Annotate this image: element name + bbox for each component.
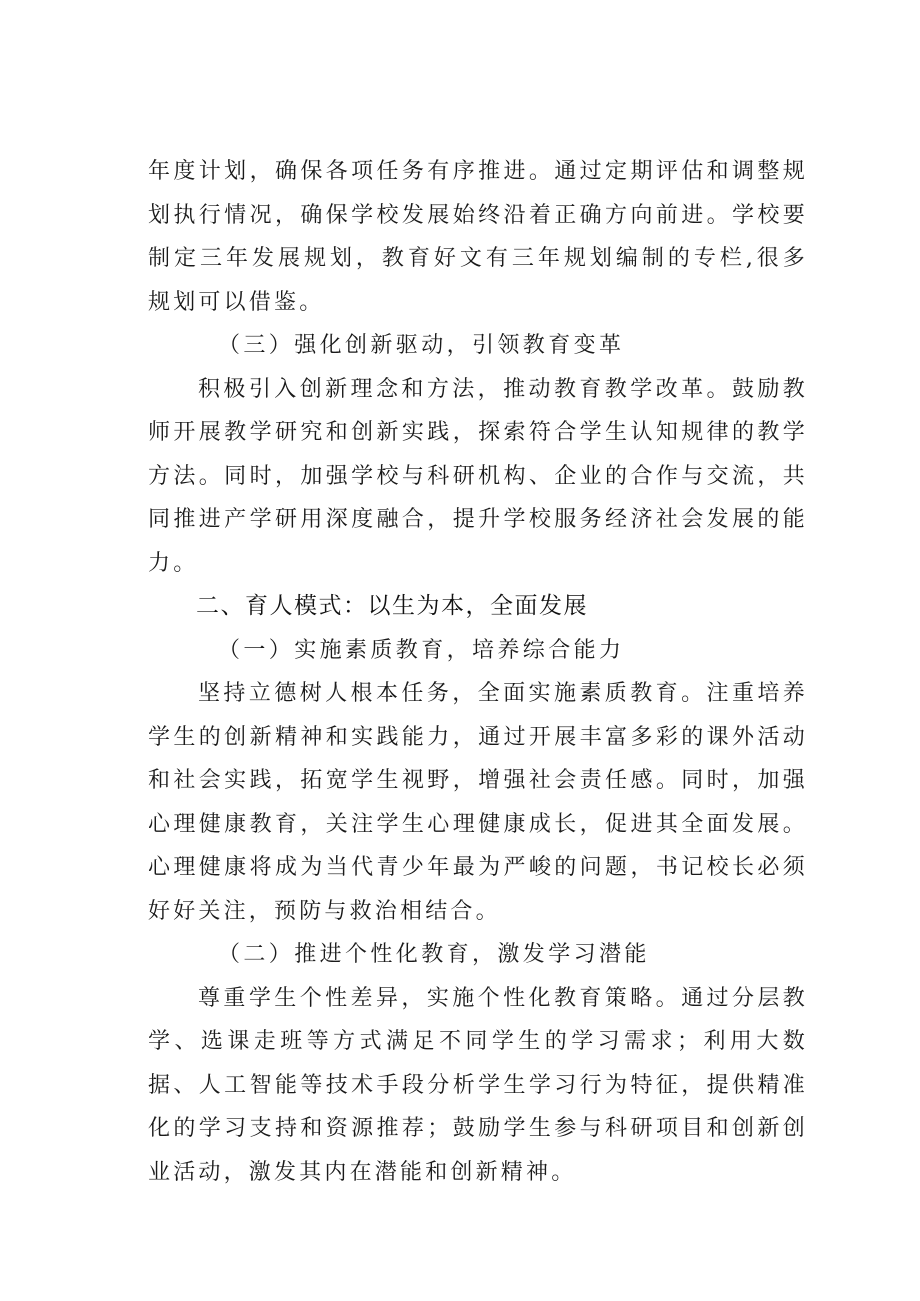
subheading-personalized-education: （二）推进个性化教育，激发学习潜能 <box>218 942 650 967</box>
paragraph-personalized-education: 尊重学生个性差异，实施个性化教育策略。通过分层教学、选课走班等方式满足不同学生的学习需求；利用大数据、人工智能等技术手段分析学生学习行为特征，提供精准化的学习支持和资源推荐；鼓励学生参与科研项目和创新创业活动，激发其内在潜能和创新精神。 <box>148 985 808 1185</box>
section-heading-education-model: 二、育人模式：以生为本，全面发展 <box>196 593 588 619</box>
subheading-quality-education: （一）实施素质教育，培养综合能力 <box>218 637 625 663</box>
paragraph-planning-continued: 年度计划，确保各项任务有序推进。通过定期评估和调整规划执行情况，确保学校发展始终沿着正确方向前进。学校要制定三年发展规划，教育好文有三年规划编制的专栏,很多规划可以借鉴。 <box>148 159 808 315</box>
paragraph-innovation: 积极引入创新理念和方法，推动教育教学改革。鼓励教师开展教学研究和创新实践，探索符合学生认知规律的教学方法。同时，加强学校与科研机构、企业的合作与交流，共同推进产学研用深度融合，提升学校服务经济社会发展的能力。 <box>148 376 808 576</box>
paragraph-quality-education: 坚持立德树人根本任务，全面实施素质教育。注重培养学生的创新精神和实践能力，通过开展丰富多彩的课外活动和社会实践，拓宽学生视野，增强社会责任感。同时，加强心理健康教育，关注学生心理健康成长，促进其全面发展。心理健康将成为当代青少年最为严峻的问题，书记校长必须好好关注，预防与救治相结合。 <box>148 681 808 924</box>
document-body <box>148 150 808 1194</box>
subheading-innovation-driven: （三）强化创新驱动，引领教育变革 <box>218 333 625 358</box>
